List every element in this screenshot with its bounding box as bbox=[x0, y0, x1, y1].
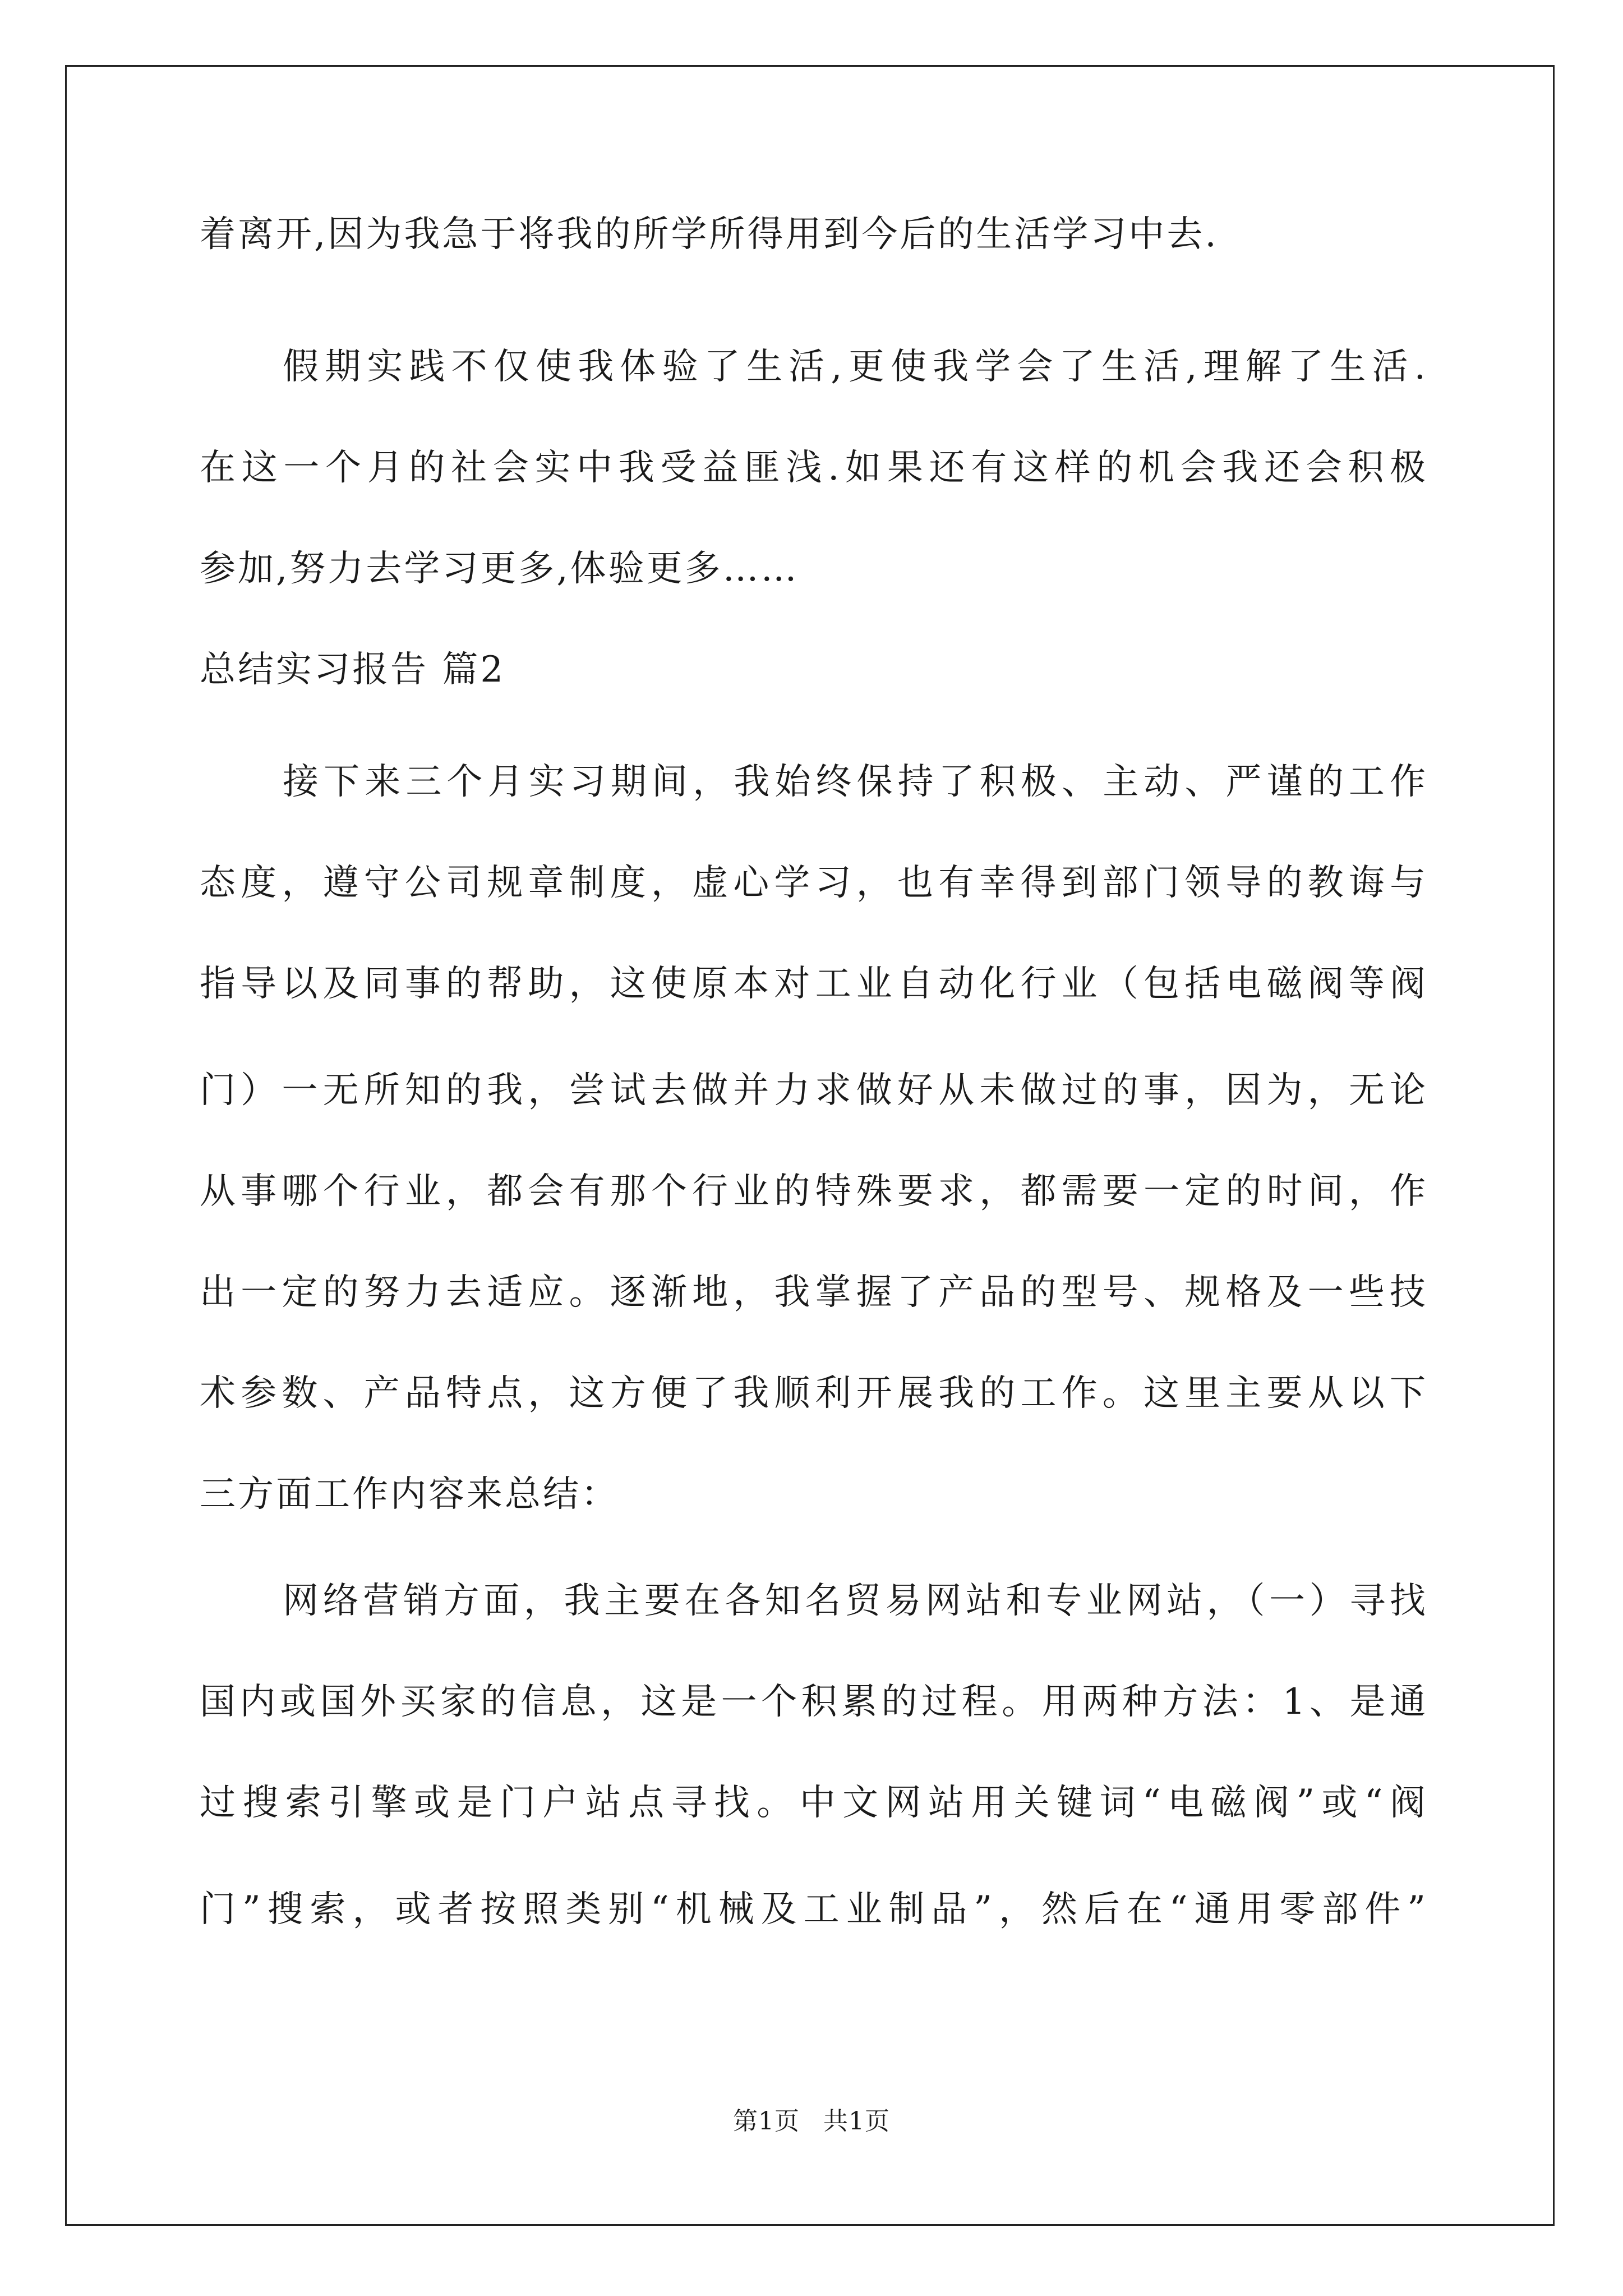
page-number: 第1页 bbox=[733, 2107, 800, 2136]
text-line: 过搜索引擎或是门户站点寻找。中文网站用关键词“电磁阀”或“阀 bbox=[200, 1782, 1428, 1824]
text-line: 门”搜索，或者按照类别“机械及工业制品”，然后在“通用零部件” bbox=[200, 1889, 1428, 1930]
text-line: 态度，遵守公司规章制度，虚心学习，也有幸得到部门领导的教诲与 bbox=[200, 862, 1428, 904]
page-total: 共1页 bbox=[823, 2107, 890, 2136]
text-line: 接下来三个月实习期间，我始终保持了积极、主动、严谨的工作 bbox=[283, 761, 1428, 803]
text-line: 出一定的努力去适应。逐渐地，我掌握了产品的型号、规格及一些技 bbox=[200, 1272, 1428, 1313]
text-line: 指导以及同事的帮助，这使原本对工业自动化行业（包括电磁阀等阀 bbox=[200, 963, 1428, 1005]
page-footer bbox=[0, 2105, 1623, 2138]
text-line: 门）一无所知的我，尝试去做并力求做好从未做过的事，因为，无论 bbox=[200, 1070, 1428, 1111]
section-heading: 总结实习报告 篇2 bbox=[200, 649, 506, 691]
text-line: 着离开,因为我急于将我的所学所得用到今后的生活学习中去. bbox=[200, 214, 1219, 255]
text-line: 在这一个月的社会实中我受益匪浅.如果还有这样的机会我还会积极 bbox=[200, 447, 1428, 489]
text-line: 网络营销方面，我主要在各知名贸易网站和专业网站，（一）寻找 bbox=[283, 1580, 1428, 1622]
text-line: 国内或国外买家的信息，这是一个积累的过程。用两种方法：1、是通 bbox=[200, 1681, 1428, 1723]
text-line: 三方面工作内容来总结： bbox=[200, 1474, 619, 1515]
text-line: 参加,努力去学习更多,体验更多…… bbox=[200, 548, 799, 590]
text-line: 术参数、产品特点，这方便了我顺利开展我的工作。这里主要从以下 bbox=[200, 1373, 1428, 1414]
text-line: 假期实践不仅使我体验了生活,更使我学会了生活,理解了生活. bbox=[283, 346, 1428, 388]
text-line: 从事哪个行业，都会有那个行业的特殊要求，都需要一定的时间，作 bbox=[200, 1171, 1428, 1212]
